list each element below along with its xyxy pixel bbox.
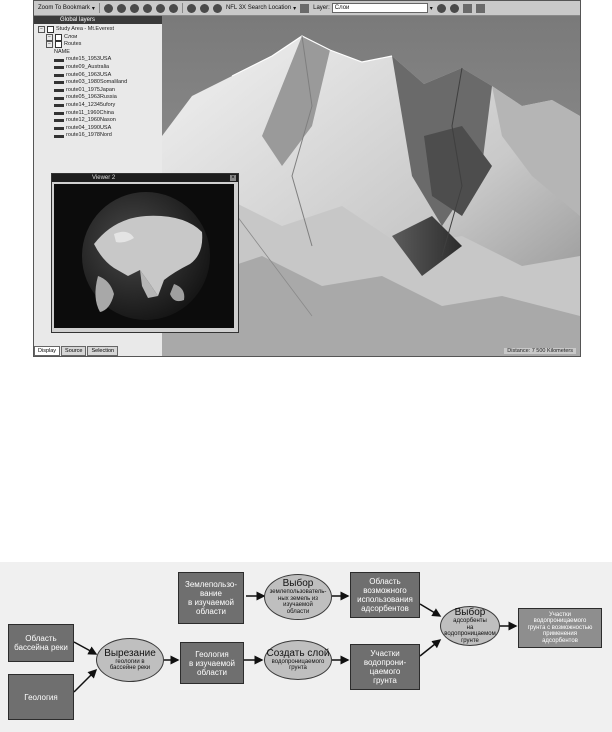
- ellipse-select-land-use-desc: землепользователь- ных земель из изучаемой области: [269, 589, 327, 615]
- toolbar-separator: [99, 3, 100, 13]
- toc-tree-row[interactable]: [38, 110, 160, 118]
- full-extent-icon[interactable]: [156, 4, 165, 13]
- zoom-bookmark-control[interactable]: [38, 5, 95, 12]
- expander-icon[interactable]: −: [46, 34, 53, 41]
- toc-tree-row[interactable]: [38, 56, 160, 64]
- toc-tree-label: route06_1963USA: [66, 71, 112, 78]
- route-symbol-icon: [54, 97, 64, 100]
- analysis-icon[interactable]: [450, 4, 459, 13]
- toc-tree-label: NAME: [54, 48, 70, 55]
- toc-tree-row[interactable]: [38, 72, 160, 80]
- toc-tree-label: route14_12345ufory: [66, 101, 116, 108]
- toc-tree-label: route01_1975Japan: [66, 86, 115, 93]
- globe-surface-icon[interactable]: [200, 4, 209, 13]
- box-possible-area: Область возможного использования адсорбентов: [350, 572, 420, 618]
- ellipse-clip-desc: геологии в бассейне реки: [109, 658, 151, 671]
- ellipse-create-layer: [264, 640, 332, 680]
- toc-tree-row[interactable]: [38, 125, 160, 133]
- toc-tree-row[interactable]: [38, 26, 160, 34]
- navigation-combo[interactable]: [226, 5, 296, 12]
- arrow: [420, 640, 440, 656]
- layer-label: Layer:: [313, 5, 330, 11]
- ellipse-select-adsorbents-desc: адсорбенты на водопроницаемом грунте: [444, 618, 496, 644]
- toc-tree-label: route05_1963Russia: [66, 94, 117, 101]
- route-symbol-icon: [54, 74, 64, 77]
- toc-tree-row[interactable]: [38, 102, 160, 110]
- globe-image: [54, 184, 234, 328]
- toc-tree-row[interactable]: [38, 64, 160, 72]
- workflow-diagram: [0, 562, 612, 732]
- close-icon[interactable]: ×: [231, 175, 235, 181]
- viewer2-title[interactable]: [52, 174, 238, 182]
- expander-icon[interactable]: −: [46, 41, 53, 48]
- viewer2-title-text: Viewer 2: [92, 175, 116, 181]
- globe-icon[interactable]: [187, 4, 196, 13]
- route-symbol-icon: [54, 119, 64, 122]
- toc-tree-label: route09_Australia: [66, 63, 110, 70]
- toc-tree-label: route04_1990USA: [66, 124, 112, 131]
- toc-tree-label: Слои: [64, 33, 78, 40]
- box-land-use: Землепользо- вание в изучаемой области: [178, 572, 244, 624]
- main-toolbar: [34, 1, 580, 16]
- route-symbol-icon: [54, 66, 64, 69]
- toc-tree-row[interactable]: [38, 87, 160, 95]
- toc-tree-row[interactable]: [38, 132, 160, 140]
- route-symbol-icon: [54, 112, 64, 115]
- route-symbol-icon: [54, 59, 64, 62]
- toc-tree-row[interactable]: [38, 94, 160, 102]
- settings-icon[interactable]: [463, 4, 472, 13]
- chevron-down-icon: ▾: [91, 5, 95, 12]
- navigate-icon[interactable]: [104, 4, 113, 13]
- layer-combo[interactable]: Слои: [332, 3, 428, 13]
- layer-checkbox[interactable]: [55, 41, 62, 48]
- tab-source[interactable]: Source: [61, 346, 86, 356]
- toc-tree-row[interactable]: [38, 41, 160, 49]
- route-symbol-icon: [54, 127, 64, 130]
- toc-tree-row[interactable]: [38, 49, 160, 57]
- toc-title: Global layers: [34, 16, 162, 24]
- toc-tree: [38, 26, 160, 140]
- toc-tabs: [34, 346, 162, 356]
- box-river-basin: Область бассейна реки: [8, 624, 74, 662]
- ellipse-select-adsorbents: [440, 606, 500, 646]
- tab-selection[interactable]: Selection: [87, 346, 118, 356]
- ellipse-create-layer-title: Создать слой: [266, 647, 330, 659]
- arrow: [74, 670, 96, 692]
- box-permeable-ground: Участки водопрони- цаемого грунта: [350, 644, 420, 690]
- viewer2-globe-view[interactable]: [54, 184, 234, 328]
- ellipse-select-adsorbents-title: Выбор: [454, 607, 486, 618]
- layer-checkbox[interactable]: [55, 34, 62, 41]
- box-geology: Геология: [8, 674, 74, 720]
- chevron-down-icon: ▾: [293, 5, 297, 12]
- globe-space-icon[interactable]: [213, 4, 222, 13]
- toc-tree-label: Routes: [64, 41, 82, 48]
- ellipse-clip-title: Вырезание: [104, 647, 156, 659]
- help-icon[interactable]: [476, 4, 485, 13]
- expander-icon[interactable]: −: [38, 26, 45, 33]
- toc-tree-label: route16_1978Nord: [66, 132, 112, 139]
- chevron-down-icon[interactable]: ▾: [429, 5, 433, 12]
- toc-tree-row[interactable]: [38, 117, 160, 125]
- viewer2-window[interactable]: [51, 173, 239, 333]
- arrow: [420, 604, 440, 616]
- status-bar: Distance: 7 500 Kilometers: [504, 348, 576, 354]
- toc-tree-row[interactable]: [38, 34, 160, 42]
- fly-icon[interactable]: [169, 4, 178, 13]
- arrow: [74, 642, 96, 654]
- layer-selector: [313, 3, 433, 13]
- refresh-icon[interactable]: [437, 4, 446, 13]
- toc-tree-row[interactable]: [38, 79, 160, 87]
- route-symbol-icon: [54, 135, 64, 138]
- ellipse-create-layer-desc: водопроницаемого грунта: [271, 658, 325, 671]
- identify-icon[interactable]: [300, 4, 309, 13]
- ellipse-select-land-use: [264, 574, 332, 620]
- tab-display[interactable]: Display: [34, 346, 60, 356]
- box-geology-study-area: Геология в изучаемой области: [180, 642, 244, 684]
- route-symbol-icon: [54, 89, 64, 92]
- toc-tree-label: route11_1960China: [66, 109, 114, 116]
- toc-tree-label: route03_1980Somaliland: [66, 79, 128, 86]
- ellipse-select-land-use-title: Выбор: [282, 578, 314, 589]
- toolbar-separator: [182, 3, 183, 13]
- layer-checkbox[interactable]: [47, 26, 54, 33]
- toc-tree-label: route15_1953USA: [66, 56, 112, 63]
- toc-tree-label: route12_1960Nason: [66, 117, 116, 124]
- ellipse-clip: [96, 638, 164, 682]
- box-result: Участки водопроницаемого грунта с возможностью применения адсорбентов: [518, 608, 602, 648]
- toc-tree-label: Study Area - Mt.Everest: [56, 26, 115, 32]
- pan-icon[interactable]: [143, 4, 152, 13]
- zoom-bookmark-label: Zoom To Bookmark: [38, 5, 90, 11]
- arcglobe-screenshot: [33, 0, 581, 357]
- navigation-combo-label: NFL 3X Search Location: [225, 5, 292, 11]
- route-symbol-icon: [54, 81, 64, 84]
- route-symbol-icon: [54, 104, 64, 107]
- zoom-in-icon[interactable]: [117, 4, 126, 13]
- zoom-out-icon[interactable]: [130, 4, 139, 13]
